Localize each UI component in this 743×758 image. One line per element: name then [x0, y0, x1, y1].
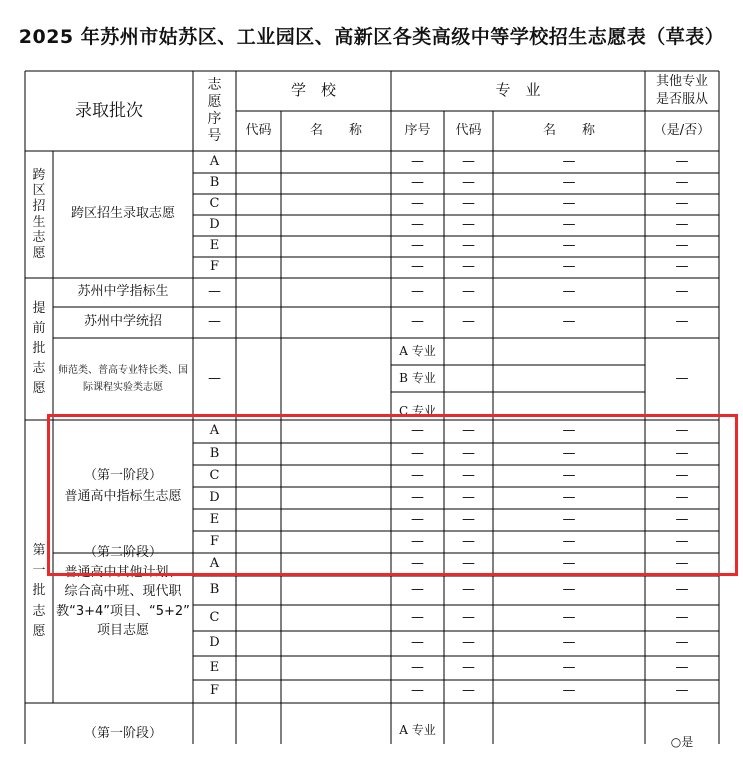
next-major-a: A 专业 [399, 723, 436, 738]
next-section-stage-label: （第一阶段） [83, 725, 162, 741]
cross-school-name-input[interactable] [281, 215, 391, 236]
header-major-seq: 序号 [404, 122, 431, 138]
dash-other: — [675, 196, 689, 212]
dash-seq: — [411, 259, 424, 275]
dash-code: — [462, 259, 475, 275]
stage2-line4: 教“3+4”项目、“5+2” [56, 603, 190, 619]
dash-code: — [462, 284, 475, 300]
dash-seq: — [411, 314, 424, 330]
early-major-b: B 专业 [399, 370, 436, 385]
cross-school-name-input[interactable] [281, 194, 391, 215]
cross-choice-b: B [209, 175, 220, 191]
dash-other: — [675, 259, 689, 275]
dash-code: — [462, 683, 475, 699]
dash-seq: — [411, 533, 424, 549]
cross-school-code-input[interactable] [236, 151, 281, 173]
dash-seq: — [411, 423, 424, 439]
header-other-major-l2: 是否服从 [655, 92, 708, 107]
dash-code: — [462, 533, 475, 549]
dash-other: — [675, 370, 689, 386]
dash-choice: — [208, 370, 221, 386]
cross-school-name-input[interactable] [281, 151, 391, 173]
header-school: 学 校 [290, 81, 336, 100]
dash-other: — [675, 423, 689, 439]
dash-code: — [462, 659, 475, 675]
header-major-code: 代码 [455, 122, 482, 138]
first-stage1-choice-f: F [209, 533, 220, 549]
cross-district-group-label: 跨 区 招 生 志 愿 [32, 167, 46, 261]
first-stage2-choice-e: E [209, 659, 220, 675]
dash-seq: — [411, 467, 424, 483]
dash-seq: — [411, 445, 424, 461]
cross-choice-c: C [209, 196, 220, 212]
cross-choice-f: F [209, 259, 220, 275]
dash-name: — [562, 153, 576, 169]
first-stage2-school-code-input[interactable] [236, 605, 281, 631]
dash-choice: — [208, 314, 221, 330]
dash-name: — [562, 467, 576, 483]
header-school-name: 名 称 [309, 122, 362, 138]
dash-seq: — [411, 175, 424, 191]
stage2-title: （第二阶段） [83, 545, 162, 560]
dash-code: — [462, 314, 475, 330]
dash-other: — [675, 582, 689, 598]
header-other-major-l1: 其他专业 [655, 74, 708, 90]
dash-seq: — [411, 284, 424, 300]
header-major-name: 名 称 [542, 122, 595, 138]
dash-name: — [562, 196, 576, 212]
dash-name: — [562, 423, 576, 439]
first-stage2-school-code-input[interactable] [236, 680, 281, 703]
header-major: 专 业 [495, 81, 541, 100]
dash-other: — [675, 635, 689, 651]
dash-seq: — [411, 659, 424, 675]
first-stage1-choice-c: C [209, 467, 220, 483]
early-row-suzhou-quota: 苏州中学指标生 [77, 284, 169, 300]
dash-seq: — [411, 153, 424, 169]
early-row-special-programs: 师范类、普高专业特长类、国际课程实验类志愿 [58, 365, 188, 393]
cross-school-name-input[interactable] [281, 257, 391, 278]
first-stage2-school-name-input[interactable] [281, 680, 391, 703]
first-stage2-school-name-input[interactable] [281, 656, 391, 680]
first-stage1-choice-a: A [209, 423, 220, 439]
stage2-line5: 项目志愿 [96, 623, 149, 638]
first-stage2-school-name-input[interactable] [281, 605, 391, 631]
dash-other: — [675, 314, 689, 330]
header-choice-no: 志 愿 序 号 [207, 77, 222, 144]
header-other-major [645, 71, 719, 111]
dash-code: — [462, 582, 475, 598]
dash-seq: — [411, 635, 424, 651]
dash-seq: — [411, 582, 424, 598]
header-yes-no: （是/否） [653, 122, 711, 138]
cross-school-code-input[interactable] [236, 236, 281, 257]
dash-code: — [462, 511, 475, 527]
dash-seq: — [411, 556, 424, 572]
next-yes-option[interactable]: ○是 [670, 735, 694, 750]
cross-school-code-input[interactable] [236, 173, 281, 194]
first-stage2-choice-a: A [209, 556, 220, 572]
dash-code: — [462, 153, 475, 169]
cross-school-code-input[interactable] [236, 215, 281, 236]
highlight-box [47, 414, 738, 576]
cross-choice-d: D [209, 217, 220, 233]
first-stage2-choice-b: B [209, 582, 220, 598]
dash-code: — [462, 489, 475, 505]
dash-code: — [462, 445, 475, 461]
dash-name: — [562, 582, 576, 598]
first-stage2-school-code-input[interactable] [236, 631, 281, 656]
dash-other: — [675, 683, 689, 699]
early-major-a: A 专业 [399, 343, 436, 358]
cross-school-name-input[interactable] [281, 236, 391, 257]
header-batch: 录取批次 [75, 100, 143, 121]
dash-name: — [562, 489, 576, 505]
first-stage2-school-name-input[interactable] [281, 576, 391, 605]
dash-other: — [675, 609, 689, 625]
dash-code: — [462, 175, 475, 191]
dash-other: — [675, 659, 689, 675]
first-stage1-choice-b: B [209, 445, 220, 461]
first-stage2-school-code-input[interactable] [236, 576, 281, 605]
dash-seq: — [411, 683, 424, 699]
early-major-c: C 专业 [399, 403, 436, 418]
header-school-code: 代码 [245, 122, 272, 138]
dash-name: — [562, 238, 576, 254]
dash-seq: — [411, 196, 424, 212]
cross-school-code-input[interactable] [236, 194, 281, 215]
dash-seq: — [411, 609, 424, 625]
dash-name: — [562, 314, 576, 330]
page-title: 2025 年苏州市姑苏区、工业园区、高新区各类高级中等学校招生志愿表（草表） [18, 26, 725, 48]
dash-name: — [562, 533, 576, 549]
first-stage1-choice-e: E [209, 511, 220, 527]
cross-school-name-input[interactable] [281, 173, 391, 194]
dash-code: — [462, 635, 475, 651]
dash-name: — [562, 175, 576, 191]
dash-code: — [462, 238, 475, 254]
early-row-suzhou-general: 苏州中学统招 [83, 314, 162, 330]
dash-name: — [562, 284, 576, 300]
dash-other: — [675, 175, 689, 191]
dash-other: — [675, 217, 689, 233]
stage1-title: （第一阶段） [83, 468, 162, 484]
first-stage2-choice-c: C [209, 609, 220, 625]
dash-other: — [675, 284, 689, 300]
dash-other: — [675, 445, 689, 461]
first-stage1-choice-d: D [209, 489, 220, 505]
stage2-line3: 综合高中班、现代职 [64, 584, 182, 599]
dash-other: — [675, 556, 689, 572]
first-batch-group-label: 第 一 批 志 愿 [32, 543, 46, 639]
dash-other: — [675, 467, 689, 483]
cross-choice-e: E [209, 238, 220, 254]
dash-other: — [675, 153, 689, 169]
dash-code: — [462, 217, 475, 233]
dash-seq: — [411, 238, 424, 254]
dash-code: — [462, 423, 475, 439]
cross-school-code-input[interactable] [236, 257, 281, 278]
dash-other: — [675, 533, 689, 549]
dash-name: — [562, 259, 576, 275]
dash-code: — [462, 556, 475, 572]
dash-name: — [562, 445, 576, 461]
dash-name: — [562, 659, 576, 675]
dash-other: — [675, 511, 689, 527]
first-stage2-choice-d: D [209, 635, 220, 651]
cross-district-label: 跨区招生录取志愿 [70, 206, 175, 222]
dash-name: — [562, 609, 576, 625]
first-stage2-choice-f: F [209, 683, 220, 699]
early-batch-group-label: 提 前 批 志 愿 [32, 300, 46, 397]
dash-name: — [562, 217, 576, 233]
dash-other: — [675, 489, 689, 505]
dash-code: — [462, 196, 475, 212]
dash-seq: — [411, 489, 424, 505]
stage1-desc: 普通高中指标生志愿 [64, 488, 182, 504]
dash-name: — [562, 635, 576, 651]
dash-other: — [675, 238, 689, 254]
dash-name: — [562, 556, 576, 572]
dash-name: — [562, 683, 576, 699]
dash-seq: — [411, 511, 424, 527]
dash-name: — [562, 511, 576, 527]
first-stage2-school-code-input[interactable] [236, 656, 281, 680]
dash-seq: — [411, 217, 424, 233]
stage2-line2: 普通高中其他计划、 [64, 564, 182, 580]
cross-choice-a: A [209, 153, 220, 169]
first-stage2-school-name-input[interactable] [281, 631, 391, 656]
dash-code: — [462, 609, 475, 625]
dash-code: — [462, 467, 475, 483]
dash-choice: — [208, 284, 221, 300]
